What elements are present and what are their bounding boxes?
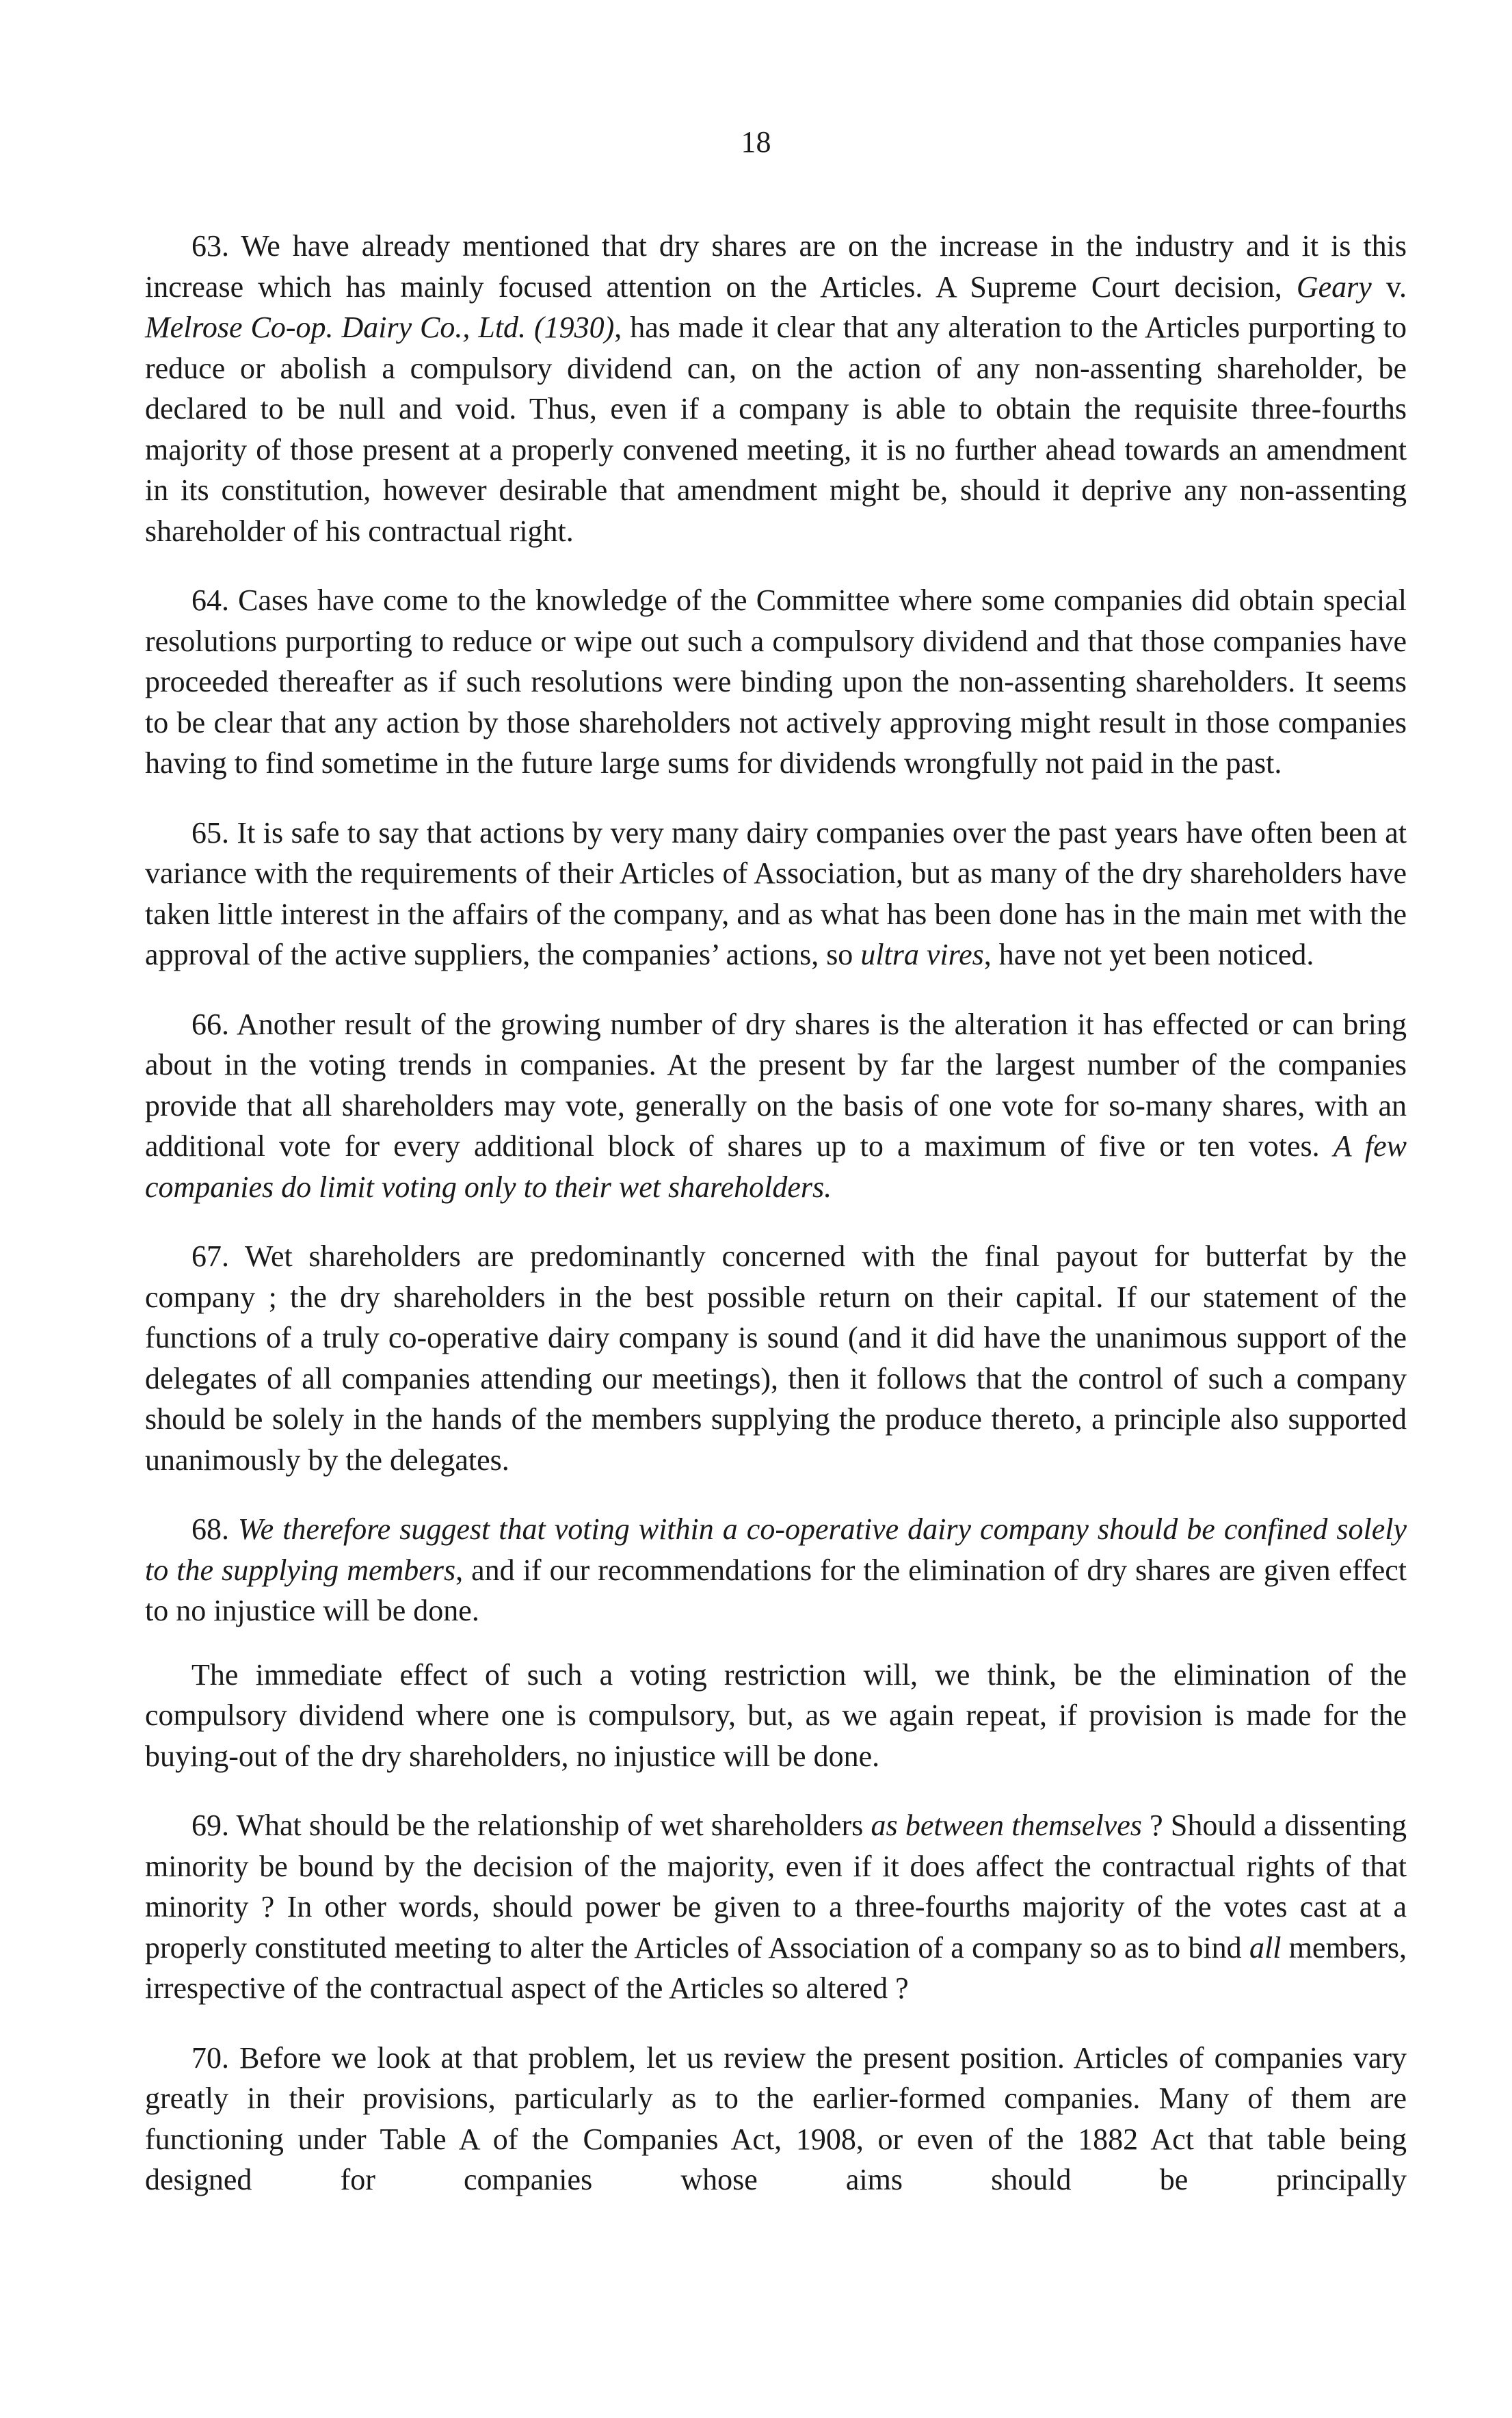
paragraph-69 [145,1805,1407,2009]
paragraph-65-text: , have not yet been noticed. [983,938,1314,971]
paragraph-68-text: 68. [191,1512,239,1546]
paragraph-66-italic: A few companies do limit voting only to their wet shareholders. [145,1129,1407,1204]
paragraph-70-text: 70. Before we look at that problem, let us review the present position. Articles of companies vary greatly in their provisions, particularly as to the earlier-formed companies. Many of them are functioning under Table A of the Companies Act, 1908, or even of the 1882 Act that table being designed for companies whose aims should be principally [145,2040,1407,2196]
paragraph-69-text: 69. What should be the relationship of wet shareholders [191,1809,871,1842]
case-name-geary: Geary [1296,270,1372,304]
paragraph-68-continuation-text: The immediate effect of such a voting restriction will, we think, be the elimination of the compulsory dividend where one is compulsory, but, as we again repeat, if provision is made for the buying-out of the dry shareholders, no injustice will be done. [145,1657,1407,1773]
paragraph-65-text: 65. It is safe to say that actions by very many dairy companies over the past years have often been at variance with the requirements of their Articles of Association, but as many of the dry shareholders have taken little interest in the affairs of the company, and as what has been done has in the main met with the approval of the active suppliers, the companies’ actions, so [145,815,1407,971]
paragraph-67 [145,1236,1407,1480]
paragraph-63-text: 63. We have already mentioned that dry shares are on the increase in the industry and it is this increase which has mainly focused attention on the Articles. A Supreme Court decision, [145,229,1407,304]
paragraph-69-text: ? Should a dissenting minority be bound by the decision of the majority, even if it does affect the contractual rights of that minority ? In other words, should power be given to a three-fourths majority of the votes cast at a properly constituted meeting to alter the Articles of Association of a company so as to bind [145,1809,1407,1964]
paragraph-68-recommendation: We therefore suggest that voting within a co-operative dairy company should be confined solely to the supplying members [145,1512,1407,1587]
paragraph-68-continuation [145,1655,1407,1777]
paragraph-69-text: members, irrespective of the contractual aspect of the Articles so altered ? [145,1930,1407,2005]
paragraph-63 [145,226,1407,551]
paragraph-67-text: 67. Wet shareholders are predominantly concerned with the final payout for butterfat by the company ; the dry shareholders in the best possible return on their capital. If our statement of the functions of a truly co-operative dairy company is sound (and it did have the unanimous support of the delegates of all companies attending our meetings), then it follows that the control of such a company should be solely in the hands of the members supplying the produce thereto, a principle also supported unanimously by the delegates. [145,1239,1407,1477]
paragraph-66-text: 66. Another result of the growing number of dry shares is the alteration it has effected or can bring about in the voting trends in companies. At the present by far the largest number of the companies provide that all shareholders may vote, generally on the basis of one vote for so-many shares, with an additional vote for every additional block of shares up to a maximum of five or ten votes. [145,1007,1407,1163]
paragraph-63-text: v. [1371,270,1407,304]
paragraph-69-italic: as between themselves [871,1809,1142,1842]
body-text [145,226,1407,2200]
paragraph-65 [145,813,1407,975]
case-name-melrose: Melrose Co-op. Dairy Co., Ltd. (1930) [145,311,615,344]
paragraph-70 [145,2038,1407,2200]
paragraph-63-text: , has made it clear that any alteration to the Articles purporting to reduce or abolish a compulsory dividend can, on the action of any non-assenting shareholder, be declared to be null and void. Thus, even if a company is able to obtain the requisite three-fourths majority of those present at a properly convened meeting, it is no further ahead towards an amendment in its constitution, however desirable that amendment might be, should it deprive any non-assenting shareholder of his contractual right. [145,311,1407,548]
paragraph-64 [145,580,1407,784]
paragraph-68 [145,1509,1407,1631]
ultra-vires-italic: ultra vires [860,938,984,971]
paragraph-69-italic-all: all [1249,1930,1282,1964]
paragraph-68-text: , and if our recommendations for the elimination of dry shares are given effect to no injustice will be done. [145,1553,1407,1627]
paragraph-66 [145,1004,1407,1208]
page-number: 18 [741,125,771,159]
paragraph-64-text: 64. Cases have come to the knowledge of the Committee where some companies did obtain special resolutions purporting to reduce or wipe out such a compulsory dividend and that those companies have proceeded thereafter as if such resolutions were binding upon the non-assenting shareholders. It seems to be clear that any action by those shareholders not actively approving might result in those companies having to find sometime in the future large sums for dividends wrongfully not paid in the past. [145,583,1407,780]
